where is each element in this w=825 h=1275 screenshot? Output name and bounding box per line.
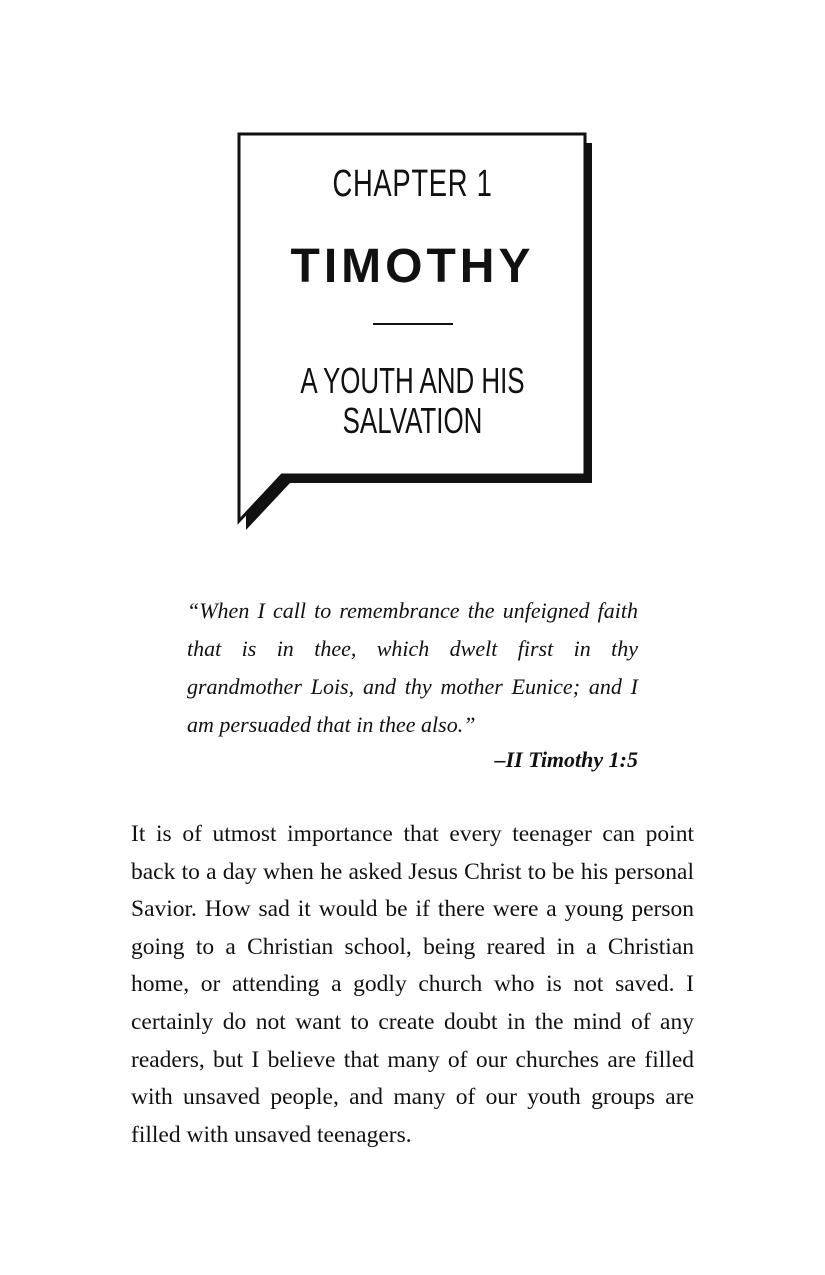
chapter-heading-speech-bubble (230, 125, 600, 540)
epigraph-citation: –II Timothy 1:5 (494, 747, 638, 772)
chapter-title: TIMOTHY (290, 240, 535, 293)
chapter-subtitle-line-1: A YOUTH AND HIS (300, 360, 525, 401)
body-paragraph: It is of utmost importance that every teenager can point back to a day when he asked Jesus Christ to be his personal Savior. How sad it would be if there were a young person going to a Christian school, being reared in a Christian home, or attending a godly church who is not saved. I certainly do not want to create doubt in the mind of any readers, but I believe that many of our churches are filled with unsaved people, and many of our youth groups are filled with unsaved teenagers. (131, 821, 694, 1148)
title-divider (373, 323, 453, 325)
chapter-subtitle (288, 361, 538, 441)
epigraph-quote: “When I call to remembrance the unfeigned faith that is in thee, which dwelt first in thy grandmother Lois, and thy mother Eunice; and I am persuaded that in thee also.” (187, 598, 638, 737)
chapter-subtitle-line-2: SALVATION (342, 400, 483, 441)
chapter-number: CHAPTER 1 (332, 163, 493, 205)
